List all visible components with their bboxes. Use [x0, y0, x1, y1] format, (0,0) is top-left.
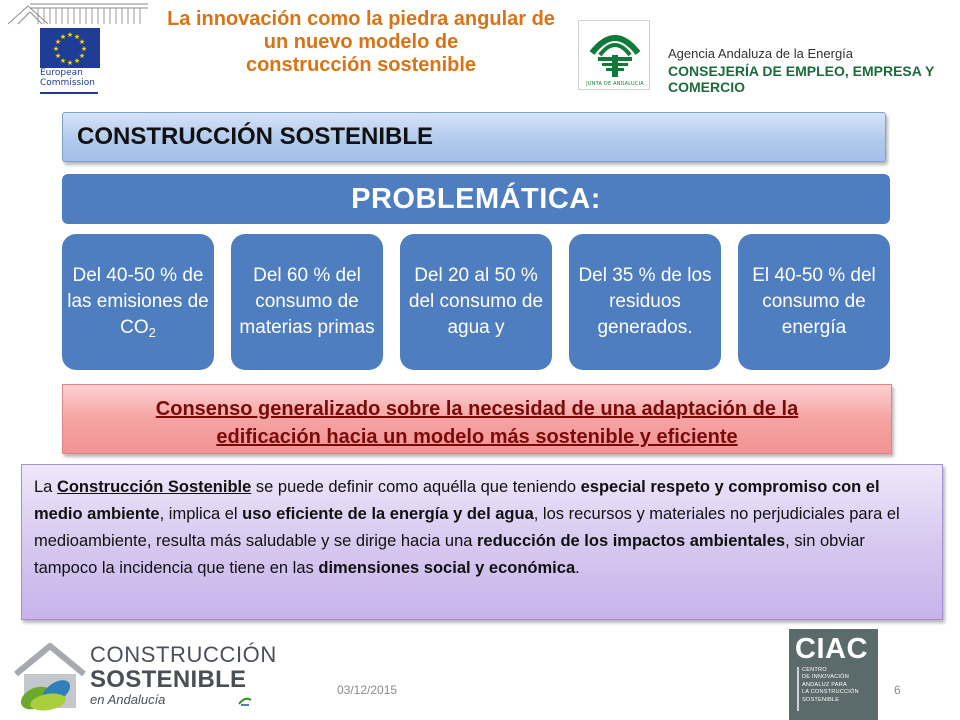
header-title	[148, 8, 574, 77]
small-badge-icon	[238, 694, 252, 706]
svg-text:★: ★	[59, 57, 67, 65]
definition-emphasis: especial respeto y compromiso con el medio ambiente	[34, 478, 880, 523]
header-title-line-3: construcción sostenible	[245, 54, 477, 76]
ciac-name: CIAC	[795, 633, 868, 665]
junta-caption: JUNTA DE ANDALUCIA	[586, 81, 644, 87]
ministry-name: CONSEJERÍA DE EMPLEO, EMPRESA Y COMERCIO	[668, 63, 935, 95]
cs-logo-line-1: CONSTRUCCIÓN	[90, 642, 277, 667]
definition-text: se puede definir como aquélla que teniendo	[251, 478, 581, 496]
problem-card-waste	[569, 234, 721, 370]
section-title-bar	[62, 112, 886, 162]
section-title: CONSTRUCCIÓN SOSTENIBLE	[77, 123, 434, 150]
problem-card-water	[400, 234, 552, 370]
consensus-line-2: edificación hacia un modelo más sostenible y eficiente	[216, 426, 738, 448]
definition-emphasis: uso eficiente de la energía y del agua	[242, 505, 534, 523]
definition-emphasis: reducción de los impactos ambientales	[477, 532, 786, 550]
ciac-description: CENTRO DE INNOVACIÓN ANDALUZ PARA LA CONSTRUCCIÓN SOSTENIBLE	[802, 667, 859, 703]
ciac-logo	[789, 629, 878, 720]
eu-flag-icon	[40, 28, 100, 68]
eu-logo-text: European Commission	[40, 68, 95, 88]
definition-box	[21, 464, 943, 620]
house-leaves-icon	[10, 640, 88, 712]
consensus-banner	[62, 384, 892, 454]
construccion-sostenible-logo	[10, 640, 277, 712]
page-number: 6	[894, 683, 901, 697]
consensus-line-1: Consenso generalizado sobre la necesidad de una adaptación de la	[155, 398, 799, 420]
cs-logo-line-2: SOSTENIBLE	[90, 666, 247, 693]
cs-logo-line-3: en Andalucía	[90, 692, 166, 707]
definition-text: , los recursos y materiales no perjudiciales para el medioambiente, resulta más saludable y se dirige hacia una	[34, 505, 900, 550]
header-title-line-2: un nuevo modelo de	[263, 31, 459, 53]
problem-header-label: PROBLEMÁTICA:	[351, 182, 601, 215]
definition-term: Construcción Sostenible	[56, 478, 252, 496]
problem-card-energy	[738, 234, 890, 370]
definition-emphasis: dimensiones social y económica	[318, 559, 576, 577]
footer-date: 03/12/2015	[337, 683, 398, 697]
junta-de-andalucia-logo	[578, 20, 650, 90]
agency-name: Agencia Andaluza de la Energía	[668, 46, 854, 61]
european-commission-logo	[8, 2, 148, 94]
svg-text:★: ★	[73, 33, 81, 41]
svg-text:★: ★	[54, 38, 62, 46]
problem-card-text: Del 20 al 50 % del consumo de agua y	[408, 265, 544, 338]
problem-card-text: Del 40-50 % de las emisiones de CO	[67, 265, 209, 338]
problem-card-materials	[231, 234, 383, 370]
svg-text:★: ★	[66, 31, 74, 39]
header-title-line-1: La innovación como la piedra angular de	[167, 8, 555, 30]
definition-text: La	[34, 478, 57, 496]
problem-card-text: Del 60 % del consumo de materias primas	[239, 265, 375, 338]
junta-emblem-icon	[588, 25, 642, 81]
svg-text:★: ★	[52, 45, 60, 53]
definition-text: , implica el	[159, 505, 243, 523]
svg-text:★: ★	[54, 52, 62, 60]
eu-logo-underline	[40, 92, 98, 94]
definition-text: .	[575, 559, 580, 577]
building-icon	[8, 2, 148, 26]
svg-text:★: ★	[78, 38, 86, 46]
problem-header	[62, 174, 890, 224]
definition-text: , sin obviar tampoco la incidencia que tiene en las	[34, 532, 865, 577]
svg-text:★: ★	[78, 52, 86, 60]
svg-text:★: ★	[59, 33, 67, 41]
svg-text:★: ★	[66, 59, 74, 67]
problem-card-text: El 40-50 % del consumo de energía	[752, 265, 876, 338]
svg-text:★: ★	[80, 45, 88, 53]
problem-card-subscript: 2	[148, 325, 156, 340]
problem-card-emissions	[62, 234, 214, 370]
problem-card-text: Del 35 % de los residuos generados.	[578, 265, 712, 338]
svg-text:★: ★	[73, 57, 81, 65]
